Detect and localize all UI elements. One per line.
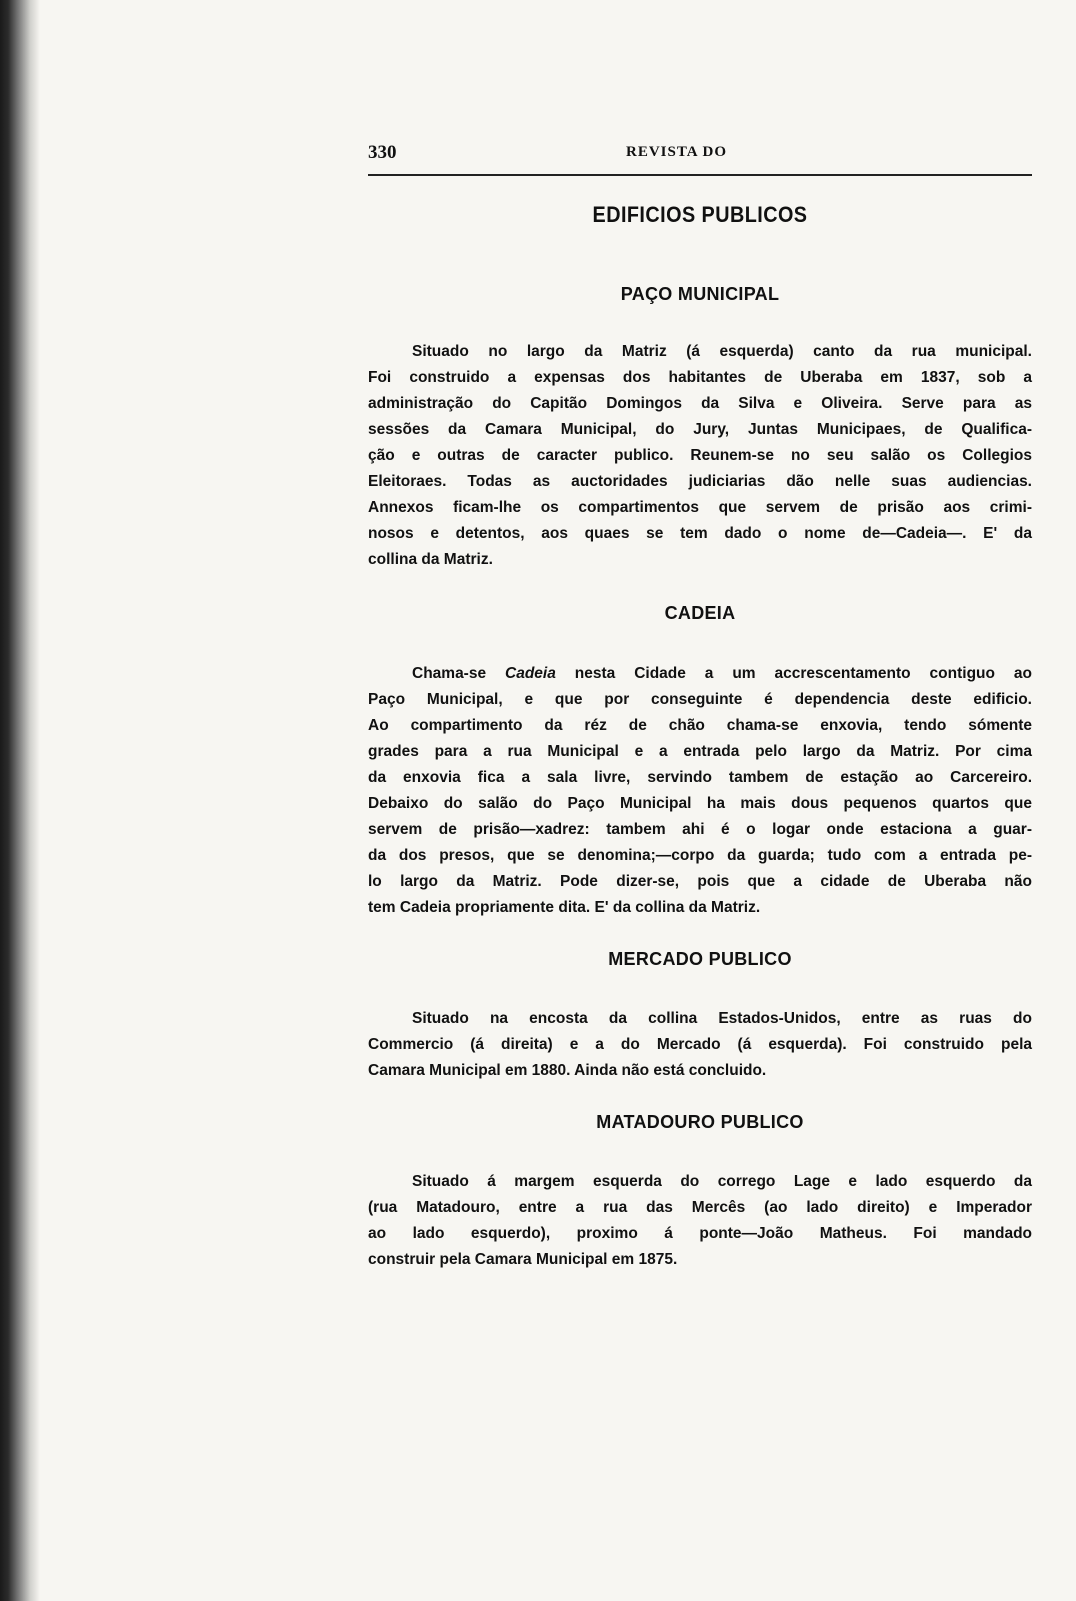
text-line: Situado no largo da Matriz (á esquerda) canto da rua municipal. bbox=[412, 343, 1032, 360]
text-line: grades para a rua Municipal e a entrada pelo largo da Matriz. Por cima bbox=[368, 743, 1032, 760]
header-rule bbox=[368, 174, 1032, 176]
text-line: sessões da Camara Municipal, do Jury, Juntas Municipaes, de Qualifica- bbox=[368, 421, 1032, 438]
text-line: Foi construido a expensas dos habitantes de Uberaba em 1837, sob a bbox=[368, 369, 1032, 386]
page-number: 330 bbox=[368, 142, 397, 163]
text-line: da dos presos, que se denomina;—corpo da guarda; tudo com a entrada pe- bbox=[368, 847, 1032, 864]
paragraph-paco-municipal bbox=[368, 339, 1032, 573]
text-line bbox=[368, 661, 1032, 687]
text-line: tem Cadeia propriamente dita. E' da collina da Matriz. bbox=[368, 899, 761, 916]
book-spine-shadow bbox=[0, 0, 40, 1601]
text-line: Commercio (á direita) e a do Mercado (á esquerda). Foi construido pela bbox=[368, 1036, 1032, 1053]
page-title: EDIFICIOS PUBLICOS bbox=[592, 202, 808, 227]
text-line: da enxovia fica a sala livre, servindo tambem de estação ao Carcereiro. bbox=[368, 769, 1032, 786]
text-line: administração do Capitão Domingos da Silva e Oliveira. Serve para as bbox=[368, 395, 1032, 412]
text-line: servem de prisão—xadrez: tambem ahi é o logar onde estaciona a guar- bbox=[368, 821, 1032, 838]
journal-title: REVISTA DO bbox=[626, 144, 727, 160]
text-line: Eleitoraes. Todas as auctoridades judiciarias dão nelle suas audiencias. bbox=[368, 473, 1032, 490]
emphasized-word: Cadeia bbox=[505, 665, 556, 682]
text-line: Annexos ficam-lhe os compartimentos que servem de prisão aos crimi- bbox=[368, 499, 1032, 516]
page bbox=[368, 138, 1032, 1273]
section-heading-matadouro-publico: MATADOURO PUBLICO bbox=[596, 1112, 804, 1132]
running-head bbox=[368, 138, 1032, 164]
section-heading-cadeia: CADEIA bbox=[664, 603, 736, 623]
text-fragment: nesta Cidade a um accrescentamento contiguo ao bbox=[555, 665, 1032, 682]
text-line: construir pela Camara Municipal em 1875. bbox=[368, 1251, 678, 1268]
text-line: Situado á margem esquerda do corrego Lage e lado esquerdo da bbox=[412, 1173, 1032, 1190]
text-line: Situado na encosta da collina Estados-Unidos, entre as ruas do bbox=[412, 1010, 1032, 1027]
text-line: lo largo da Matriz. Pode dizer-se, pois que a cidade de Uberaba não bbox=[368, 873, 1032, 890]
section-heading-mercado-publico: MERCADO PUBLICO bbox=[608, 949, 792, 969]
section-heading-paco-municipal: PAÇO MUNICIPAL bbox=[620, 284, 780, 304]
text-line: ao lado esquerdo), proximo á ponte—João Matheus. Foi mandado bbox=[368, 1225, 1032, 1242]
text-line: nosos e detentos, aos quaes se tem dado o nome de—Cadeia—. E' da bbox=[368, 525, 1032, 542]
text-line: ção e outras de caracter publico. Reunem-se no seu salão os Collegios bbox=[368, 447, 1032, 464]
text-fragment: Chama-se bbox=[412, 665, 506, 682]
paragraph-matadouro-publico bbox=[368, 1169, 1032, 1273]
paragraph-mercado-publico bbox=[368, 1006, 1032, 1084]
text-line: Ao compartimento da réz de chão chama-se enxovia, tendo sómente bbox=[368, 717, 1032, 734]
text-line: (rua Matadouro, entre a rua das Mercês (ao lado direito) e Imperador bbox=[368, 1199, 1032, 1216]
text-line: Camara Municipal em 1880. Ainda não está concluido. bbox=[368, 1062, 767, 1079]
text-line: collina da Matriz. bbox=[368, 551, 493, 568]
text-line: Paço Municipal, e que por conseguinte é dependencia deste edificio. bbox=[368, 691, 1032, 708]
text-line: Debaixo do salão do Paço Municipal ha mais dous pequenos quartos que bbox=[368, 795, 1032, 812]
paragraph-cadeia bbox=[368, 661, 1032, 921]
